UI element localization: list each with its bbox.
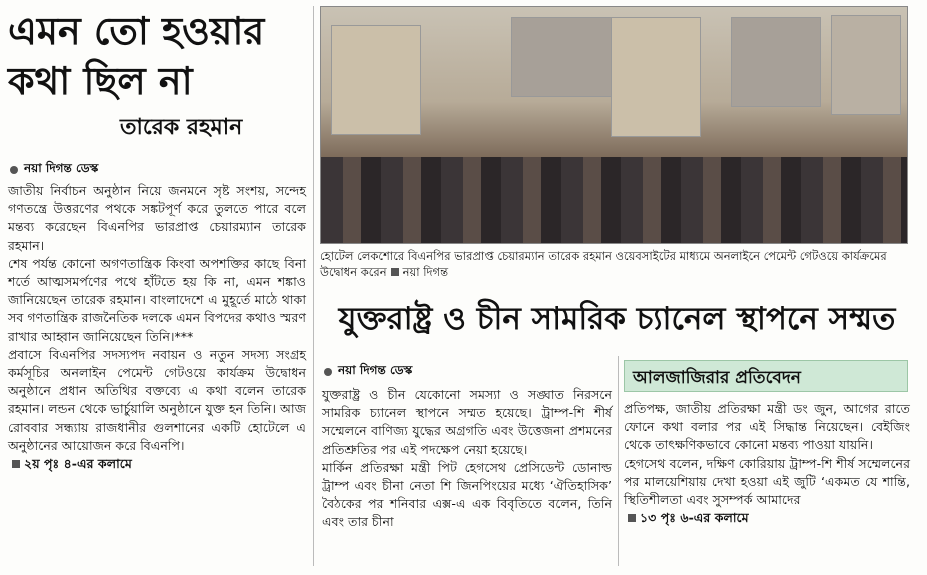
left-jump: ২য় পৃঃ ৪-এর কলামে	[24, 456, 132, 472]
left-desk-label: নয়া দিগন্ত ডেস্ক	[24, 161, 99, 175]
left-jump-line	[8, 455, 306, 473]
main-desk	[324, 362, 412, 382]
left-headline-line1: এমন তো হওয়ার	[8, 9, 265, 53]
bookshelf-right	[731, 17, 821, 107]
main-col1-paragraph: যুক্তরাষ্ট্র ও চীন যেকোনো সমস্যা ও সঙ্ঘাত নিরসনে সামরিক চ্যানেল স্থাপনে সম্মত হয়েছে। ট্রাম্প-শি শীর্ষ সম্মেলনে বাণিজ্য যুদ্ধের অগ্রগতি এবং উত্তেজনা প্রশমনের প্রতিশ্রুতির পর এই পদক্ষেপ নেয়া হয়েছে।	[322, 387, 612, 457]
column-rule	[618, 356, 619, 566]
left-paragraph: শেষ পর্যন্ত কোনো অগণতান্ত্রিক কিংবা অপশক্তির কাছে বিনা শর্তে আত্মসমর্পণের পথে হাঁটতে হয় কি না, এমন শঙ্কাও জানিয়েছেন তারেক রহমান। বাংলাদেশে এ মুহূর্তে মাঠে থাকা সব গণতান্ত্রিক রাজনৈতিক দলকে এমন বিপদের কথাও স্মরণ রাখার আহ্বান জানিয়েছেন তিনি।***	[8, 255, 306, 344]
video-screen-right	[611, 17, 701, 137]
photo-caption	[320, 248, 912, 280]
main-jump-line	[624, 509, 910, 527]
main-col1-paragraph: মার্কিন প্রতিরক্ষা মন্ত্রী পিট হেগসেথ প্রেসিডেন্ট ডোনাল্ড ট্রাম্প এবং চীনা নেতা শি জিনপিংয়ের মধ্যে ‘ঐতিহাসিক’ বৈঠকের পর শনিবার এক্স-এ এক বিবৃতিতে বলেন, তিনি এবং তার চীনা	[322, 459, 612, 530]
main-col1	[322, 386, 612, 532]
square-icon	[628, 514, 636, 522]
main-headline: যুক্তরাষ্ট্র ও চীন সামরিক চ্যানেল স্থাপনে সম্মত	[338, 301, 896, 337]
caption-credit: নয়া দিগন্ত	[402, 265, 449, 279]
left-article-body	[8, 182, 306, 473]
byline: তারেক রহমান	[120, 115, 243, 140]
main-col2	[624, 400, 910, 527]
bullet-icon	[10, 166, 18, 174]
main-col2-paragraph: প্রতিপক্ষ, জাতীয় প্রতিরক্ষা মন্ত্রী ডং জুন, আগের রাতে ফোনে কথা বলার পর এই সিদ্ধান্ত নিয়েছেন। বেইজিং থেকে তাৎক্ষণিকভাবে কোনো মন্তব্য পাওয়া যায়নি।	[624, 401, 910, 453]
bookshelf	[511, 17, 621, 97]
left-paragraph: জাতীয় নির্বাচন অনুষ্ঠান নিয়ে জনমনে সৃষ্ট সংশয়, সন্দেহ গণতন্ত্রে উত্তরণের পথকে সঙ্কটপূর্ণ করে তুলতে পারে বলে মন্তব্য করেছেন বিএনপির ভারপ্রাপ্ত চেয়ারম্যান তারেক রহমান।	[8, 183, 306, 253]
video-screen-left	[331, 25, 421, 135]
column-rule	[313, 6, 314, 566]
bullet-icon	[324, 368, 332, 376]
news-photo	[320, 6, 908, 244]
aljazeera-label: আলজাজিরার প্রতিবেদন	[624, 360, 908, 392]
main-col2-paragraph: হেগসেথ বলেন, দক্ষিণ কোরিয়ায় ট্রাম্প-শি শীর্ষ সম্মেলনের পর মালয়েশিয়ায় দেখা হওয়া এই জুটি ‘একমত যে শান্তি, স্থিতিশীলতা এবং সুসম্পর্ক আমাদের	[624, 455, 910, 508]
left-headline-line2: কথা ছিল না	[8, 59, 193, 103]
left-desk	[10, 160, 98, 180]
main-desk-label: নয়া দিগন্ত ডেস্ক	[338, 363, 413, 377]
audience	[321, 157, 908, 244]
main-jump: ১৩ পৃঃ ৬-এর কলামে	[640, 510, 749, 526]
square-icon	[391, 268, 399, 276]
square-icon	[12, 460, 20, 468]
photo-wall	[831, 15, 901, 115]
caption-text: হোটেল লেকশোরে বিএনপির ভারপ্রাপ্ত চেয়ারম্যান তারেক রহমান ওয়েবসাইটের মাধ্যমে অনলাইনে পেমেন্ট গেটওয়ে কার্যক্রমের উদ্বোধন করেন	[320, 249, 887, 279]
left-headline	[8, 6, 308, 106]
left-paragraph: প্রবাসে বিএনপির সদস্যপদ নবায়ন ও নতুন সদস্য সংগ্রহ কর্মসূচির অনলাইন পেমেন্ট গেটওয়ে কার্যক্রম উদ্বোধন অনুষ্ঠানে প্রধান অতিথির বক্তব্যে এ কথা বলেন তারেক রহমান। লন্ডন থেকে ভার্চুয়ালি অনুষ্ঠানে যুক্ত হন তিনি। আজ রোববার সন্ধ্যায় রাজধানীর গুলশানের একটি হোটেলে এ অনুষ্ঠানের আয়োজন করে বিএনপি।	[8, 346, 306, 453]
